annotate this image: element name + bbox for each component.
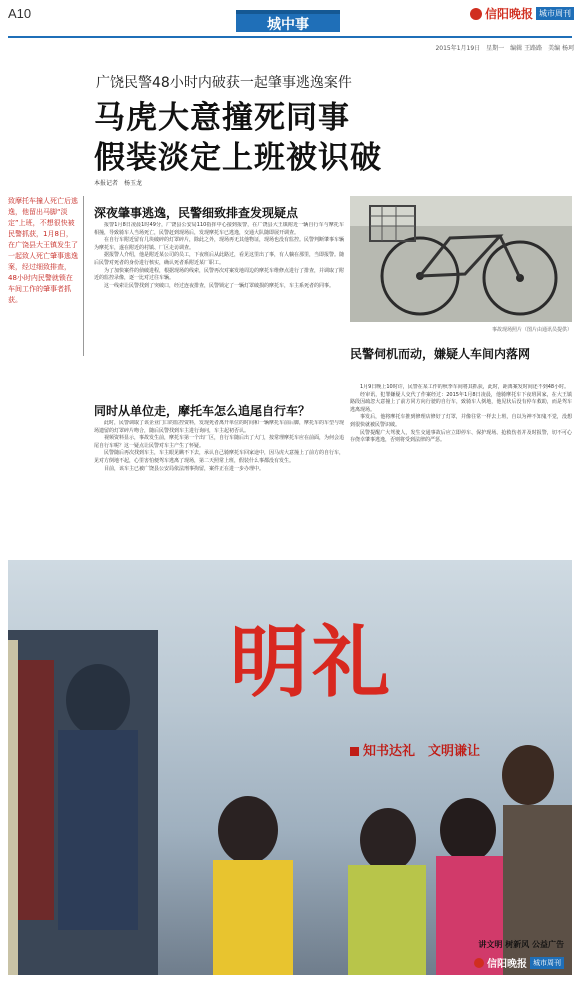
body-paragraph: 这一线索让民警找到了突破口，经过连夜排查，民警锁定了一辆灯罩破损的摩托车，车主系死者的同事。: [104, 282, 335, 289]
page-header: [0, 0, 580, 36]
ad-brand: [474, 955, 564, 970]
page-number: A10: [8, 6, 32, 21]
body-paragraph: 视频资料显示，事故发生前，摩托车第一个出厂区，自行车随后出了大门，按常理摩托车应在前面，为何会追尾自行车呢？这一疑点让民警对车主产生了怀疑。: [94, 435, 344, 449]
ad-title: 明礼: [230, 617, 395, 708]
newspaper-brand: [470, 5, 574, 22]
newspaper-logo-icon: [474, 958, 484, 968]
body-paragraph: 事发后，他将摩托车推到修理店修好了灯罩，并像往常一样去上班，自以为神不知鬼不觉，没想到很快就被民警识破。: [350, 414, 572, 428]
body-column-3: [350, 384, 572, 554]
subhead-3: 民警伺机而动，嫌疑人车间内落网: [350, 347, 531, 361]
body-paragraph: 报警1月8日凌晨1时49分，广饶县公安局110指挥中心接到报警，在广饶县大王镇附近一辆自行车与摩托车相撞，导致骑车人当场死亡，民警赶到现场后，发现摩托车已逃逸，交通大队随即展开调查。: [94, 222, 344, 236]
body-paragraph: 目前，该车主已被广饶县公安局依法刑事拘留，案件正在进一步办理中。: [104, 465, 265, 472]
body-column-1: [94, 222, 344, 400]
body-paragraph: 为了加快案件的侦破进程，根据现场的线索，民警再次对案发地周边的摩托车维修点进行了排查，并调取了附近的监控录像，逐一比对过往车辆。: [94, 267, 344, 282]
article-kicker: 广饶民警48小时内破获一起肇事逃逸案件: [96, 75, 352, 91]
brand-name: 信阳晚报: [484, 7, 533, 21]
body-paragraph: 民警提醒广大驾驶人，发生交通事故后应立即停车、保护现场、抢救伤者并及时报警，切不可心存侥幸肇事逃逸，否则将受到法律的严惩。: [350, 429, 572, 444]
bicycle-photo-icon: [350, 196, 572, 322]
issue-meta: 2015年1月19日 星期一 编辑 王路路 美编 杨珂: [435, 45, 574, 52]
body-paragraph: 民警随后再次找到车主，车主眼见瞒不下去，承认自己骑摩托车回家途中，因马虎大意撞上了前方的自行车，见对方倒地不起，心里害怕便驾车逃离了现场，第二天照常上班，假装什么事都没有发生。: [94, 450, 344, 464]
newspaper-logo-icon: [470, 8, 482, 20]
ad-slogan-text: 知书达礼 文明谦让: [363, 744, 481, 759]
section-tab: 城中事: [236, 10, 340, 32]
headline-line-2: 假装淡定上班被识破: [94, 140, 382, 176]
ad-brand-name: 信阳晚报: [487, 959, 527, 970]
brand-tag: 城市周刊: [536, 7, 574, 20]
ad-tags: 讲文明 树新风 公益广告: [478, 940, 564, 949]
body-paragraph: 在自行车附近留有几块破碎的灯罩碎片，除此之外，现场再无其他物证，现场也没有监控。民警判断肇事车辆为摩托车，遂在附近的村镇、厂区走访调查。: [94, 237, 344, 251]
ad-slogan: [350, 740, 480, 759]
header-divider: [8, 36, 572, 38]
headline-line-1: 马虎大意撞死同事: [94, 100, 350, 136]
byline: 本报记者 杨玉龙: [94, 180, 143, 187]
body-paragraph: 1月9日晚上10时许，民警在某工作的秋季车间将其抓获，此时，距离案发时间还不到48小时。: [360, 384, 570, 390]
subhead-1: 深夜肇事逃逸，民警细致排查发现疑点: [94, 206, 299, 220]
ad-footer: [8, 935, 572, 975]
body-paragraph: 经审讯，犯罪嫌疑人交代了作案经过：2015年1月8日凌晨，他骑摩托车下夜班回家，在大王镇路段因疏忽大意撞上了前方同方向行驶的自行车，致骑车人倒地，他见状后没有停车救助，而是驾车逃离现场。: [350, 391, 572, 413]
article-lead-sidebar: 致摩托车撞人死亡后逃逸，他留出马脚“淡定”上班，不想很快被民警抓获，1月8日，在广饶县大王镇发生了一起致人死亡肇事逃逸案，经过细致排查，48小时内民警就锁在车间工作的肇事者抓获。: [8, 196, 84, 356]
square-bullet-icon: [350, 747, 359, 756]
body-paragraph: 此时，民警调取了该企业门口的监控资料，发现死者离开单位的时间和一辆摩托车前后脚，摩托车的车型与现场遗留的灯罩碎片吻合，随后民警找到车主进行询问，车主起初否认。: [94, 420, 344, 434]
photo-caption: 事故现场照片（图片由通讯员提供）: [491, 327, 572, 333]
accident-photo: [350, 196, 572, 322]
subhead-2: 同时从单位走，摩托车怎么追尾自行车？: [94, 404, 311, 418]
public-service-ad: [8, 560, 572, 975]
body-column-2: [94, 420, 344, 554]
ad-brand-tag: 城市周刊: [530, 957, 564, 969]
body-paragraph: 据报警人介绍，他是附近某公司的员工，下夜班后从此路过，看见这里出了事，有人躺在那里，当即报警。随后民警对死者的身份进行核实，确认死者系附近某厂职工。: [94, 252, 344, 266]
